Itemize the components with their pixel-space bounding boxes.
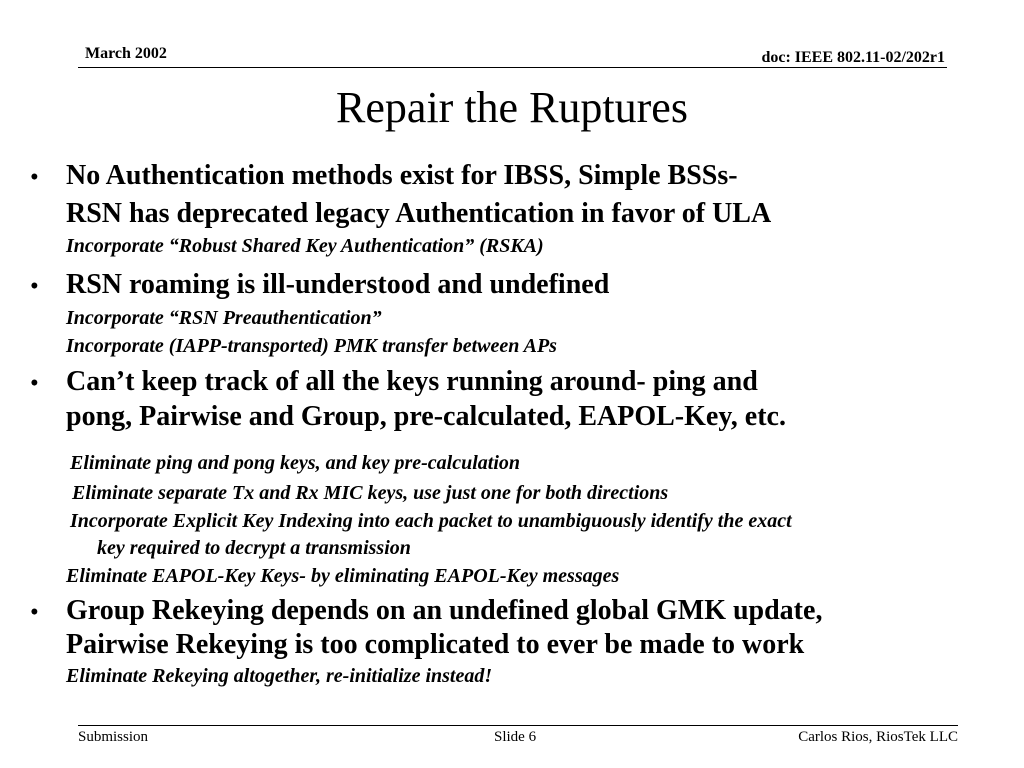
footer-divider [78,725,958,726]
footer-slide-number: Slide 6 [494,729,537,745]
bullet-1-sub-1: Incorporate “Robust Shared Key Authentication” (RSKA) [66,235,544,257]
bullet-4-marker: • [30,599,39,626]
bullet-3-line-1: Can’t keep track of all the keys running around- ping and [66,366,758,397]
bullet-3-marker: • [30,370,39,397]
bullet-3-line-2: pong, Pairwise and Group, pre-calculated, EAPOL-Key, etc. [66,401,786,432]
bullet-4-sub-1: Eliminate Rekeying altogether, re-initialize instead! [66,665,493,687]
bullet-2-sub-1: Incorporate “RSN Preauthentication” [66,307,382,329]
bullet-3-sub-2: Eliminate separate Tx and Rx MIC keys, use just one for both directions [72,482,669,504]
header-doc-id: doc: IEEE 802.11-02/202r1 [761,49,945,66]
bullet-2-line-1: RSN roaming is ill-understood and undefined [66,269,610,300]
bullet-4-line-2: Pairwise Rekeying is too complicated to ever be made to work [66,629,805,660]
bullet-3-sub-1: Eliminate ping and pong keys, and key pre-calculation [70,452,521,474]
bullet-4-line-1: Group Rekeying depends on an undefined global GMK update, [66,595,823,626]
bullet-1-line-1: No Authentication methods exist for IBSS, Simple BSSs- [66,160,738,191]
header-date: March 2002 [85,45,167,62]
slide-title: Repair the Ruptures [336,83,688,132]
bullet-1-line-2: RSN has deprecated legacy Authentication in favor of ULA [66,198,772,229]
bullet-2-sub-2: Incorporate (IAPP-transported) PMK transfer between APs [66,335,557,357]
footer-author: Carlos Rios, RiosTek LLC [798,729,958,745]
bullet-3-sub-4: Eliminate EAPOL-Key Keys- by eliminating EAPOL-Key messages [66,565,620,587]
bullet-1-marker: • [30,164,39,191]
header-divider [78,67,947,68]
bullet-3-sub-3: Incorporate Explicit Key Indexing into each packet to unambiguously identify the exact [70,510,792,532]
bullet-3-sub-3-cont: key required to decrypt a transmission [97,537,411,559]
footer-submission: Submission [78,729,149,745]
bullet-2-marker: • [30,273,39,300]
